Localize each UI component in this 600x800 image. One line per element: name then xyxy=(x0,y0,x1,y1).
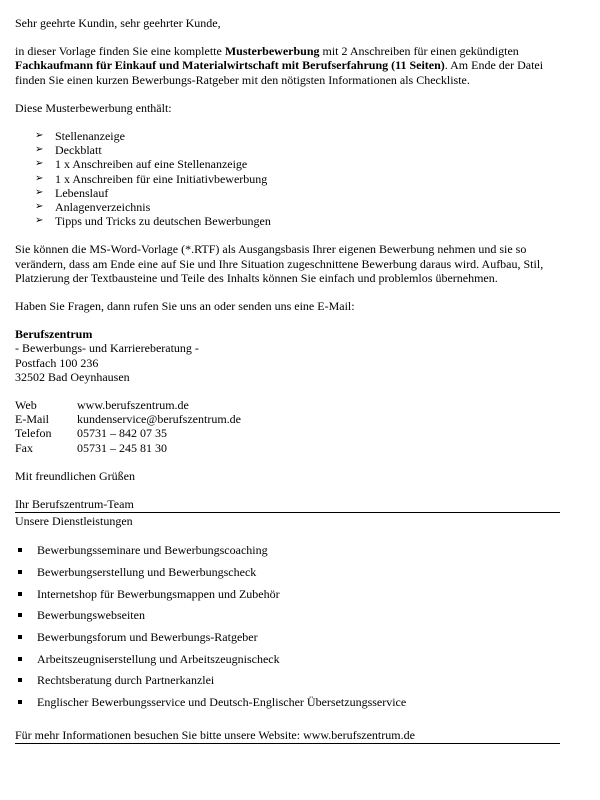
list-item: ➢ Tipps und Tricks zu deutschen Bewerbungen xyxy=(35,214,271,229)
arrow-bullet-icon: ➢ xyxy=(35,215,44,227)
list-item: Bewerbungsforum und Bewerbungs-Ratgeber xyxy=(15,626,560,648)
usage-paragraph: Sie können die MS-Word-Vorlage (*.RTF) als Ausgangsbasis Ihrer eigenen Bewerbung nehmen und sie so verändern, dass am Ende eine auf Sie und Ihre Situation zugeschnittene Bewerbung daraus wird. Aufbau, Stil, Platzierung der Textbausteine und Teile des Inhalts können Sie einfach und problemlos übernehmen. xyxy=(15,242,544,285)
arrow-bullet-icon: ➢ xyxy=(35,144,44,156)
list-item: ➢ Stellenanzeige xyxy=(35,129,125,144)
address-block xyxy=(15,327,560,384)
contact-row: Fax 05731 – 245 81 30 xyxy=(15,441,241,455)
arrow-bullet-icon: ➢ xyxy=(35,158,44,170)
arrow-bullet-icon: ➢ xyxy=(35,186,44,198)
address-line: 32502 Bad Oeynhausen xyxy=(15,369,130,384)
list-item: Bewerbungswebseiten xyxy=(15,605,560,627)
square-bullet-icon xyxy=(18,657,22,661)
contact-table xyxy=(15,398,241,455)
email-link[interactable]: kundenservice@berufszentrum.de xyxy=(77,412,241,427)
intro-text-1: in dieser Vorlage finden Sie eine komplette xyxy=(15,44,225,59)
list-item: Bewerbungserstellung und Bewerbungscheck xyxy=(15,561,560,583)
services-list xyxy=(15,539,560,713)
signature: Ihr Berufszentrum-Team xyxy=(15,497,134,512)
contents-list xyxy=(15,129,560,228)
square-bullet-icon xyxy=(18,678,22,682)
arrow-bullet-icon: ➢ xyxy=(35,130,44,142)
company-name: Berufszentrum xyxy=(15,327,93,342)
square-bullet-icon xyxy=(18,635,22,639)
list-item: ➢ Lebenslauf xyxy=(35,185,109,200)
list-item: Bewerbungsseminare und Bewerbungscoaching xyxy=(15,539,560,561)
intro-text-2: mit 2 Anschreiben für einen gekündigten xyxy=(319,44,519,59)
list-item: ➢ Anlagenverzeichnis xyxy=(35,200,151,215)
list-item: Arbeitszeugniserstellung und Arbeitszeugnischeck xyxy=(15,648,560,670)
arrow-bullet-icon: ➢ xyxy=(35,172,44,184)
footer-text: Für mehr Informationen besuchen Sie bitte unsere Website: www.berufszentrum.de xyxy=(15,727,415,742)
divider xyxy=(15,743,560,744)
contact-row: Telefon 05731 – 842 07 35 xyxy=(15,426,241,440)
contact-row: Web www.berufszentrum.de xyxy=(15,398,241,412)
fax-value: 05731 – 245 81 30 xyxy=(77,440,167,455)
questions-paragraph: Haben Sie Fragen, dann rufen Sie uns an oder senden uns eine E-Mail: xyxy=(15,299,355,314)
list-item: ➢ 1 x Anschreiben für eine Initiativbewerbung xyxy=(35,171,268,186)
square-bullet-icon xyxy=(18,700,22,704)
square-bullet-icon xyxy=(18,613,22,617)
list-item: ➢ Deckblatt xyxy=(35,143,102,158)
square-bullet-icon xyxy=(18,570,22,574)
intro-text-3: . Am Ende der Datei finden Sie einen kurzen Bewerbungs-Ratgeber mit den nötigsten Informationen als Checkliste. xyxy=(15,58,544,87)
arrow-bullet-icon: ➢ xyxy=(35,201,44,213)
contains-heading: Diese Musterbewerbung enthält: xyxy=(15,100,172,115)
list-item: Internetshop für Bewerbungsmappen und Zubehör xyxy=(15,583,560,605)
intro-bold-1: Musterbewerbung xyxy=(224,44,320,59)
phone-value: 05731 – 842 07 35 xyxy=(77,426,167,441)
square-bullet-icon xyxy=(18,592,22,596)
services-heading: Unsere Dienstleistungen xyxy=(15,514,133,529)
web-link[interactable]: www.berufszentrum.de xyxy=(77,398,189,413)
document-page xyxy=(15,16,560,744)
closing: Mit freundlichen Grüßen xyxy=(15,468,135,483)
address-line: Postfach 100 236 xyxy=(15,355,99,370)
square-bullet-icon xyxy=(18,548,22,552)
list-item: Englischer Bewerbungsservice und Deutsch-Englischer Übersetzungsservice xyxy=(15,691,560,713)
intro-bold-2: Fachkaufmann für Einkauf und Materialwirtschaft mit Berufserfahrung (11 Seiten) xyxy=(15,58,445,73)
address-line: - Bewerbungs- und Karriereberatung - xyxy=(15,341,199,356)
list-item: ➢ 1 x Anschreiben auf eine Stellenanzeige xyxy=(35,157,248,172)
contact-row: E-Mail kundenservice@berufszentrum.de xyxy=(15,412,241,427)
salutation: Sehr geehrte Kundin, sehr geehrter Kunde, xyxy=(15,16,221,30)
list-item: Rechtsberatung durch Partnerkanzlei xyxy=(15,670,560,692)
divider xyxy=(15,512,560,513)
intro-paragraph xyxy=(15,44,560,87)
